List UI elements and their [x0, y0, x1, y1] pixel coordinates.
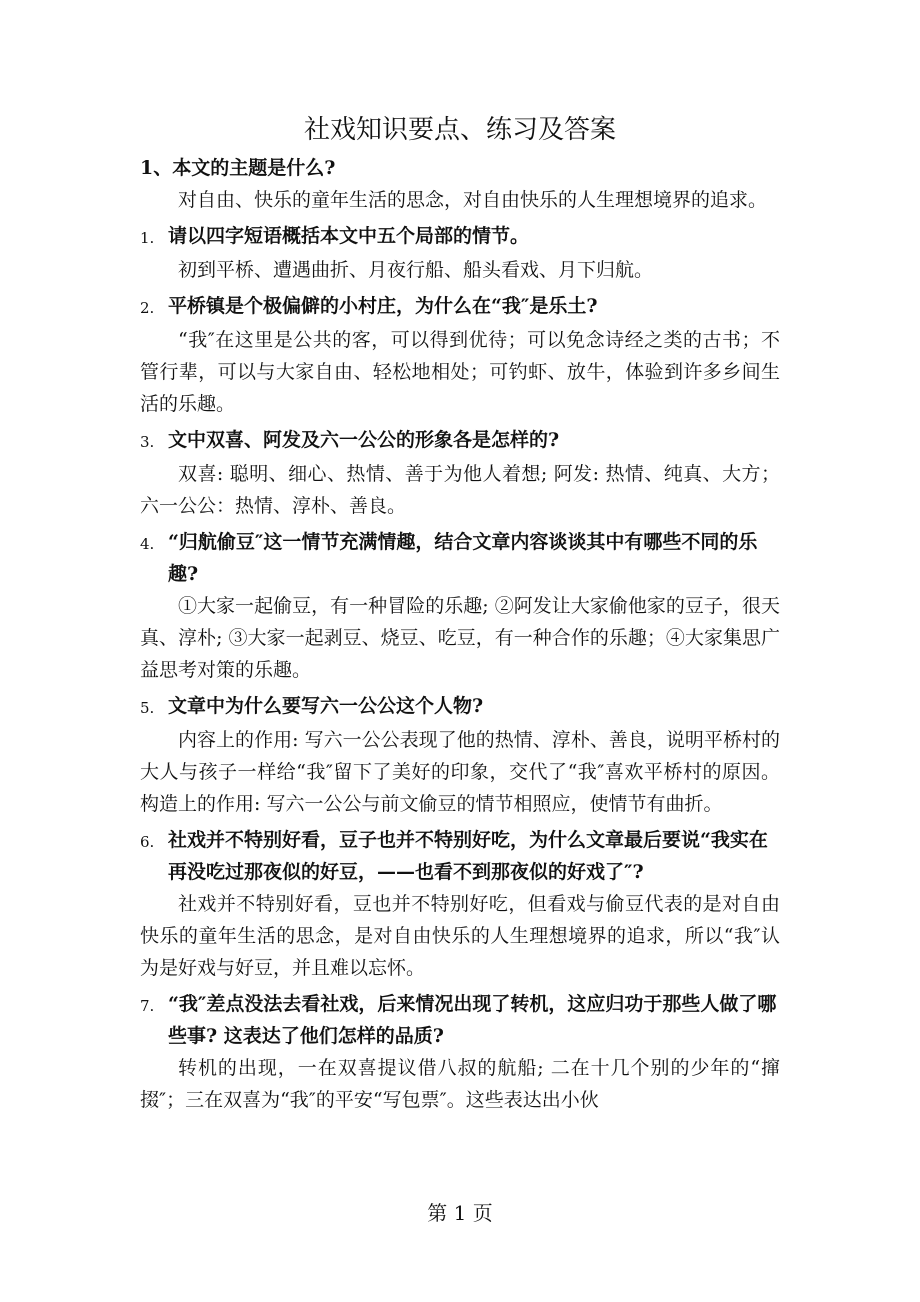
question	[140, 526, 780, 590]
answer-text: ①大家一起偷豆，有一种冒险的乐趣; ②阿发让大家偷他家的豆子，很天真、淳朴; ③大家一起剥豆、烧豆、吃豆，有一种合作的乐趣；④大家集思广益思考对策的乐趣。	[140, 595, 780, 681]
question-text: 平桥镇是个极偏僻的小村庄，为什么在“我″是乐土?	[168, 295, 598, 317]
question	[140, 690, 780, 724]
qa-item-2	[140, 220, 780, 286]
question-text: “归航偷豆″这一情节充满情趣，结合文章内容谈谈其中有哪些不同的乐趣?	[168, 531, 758, 585]
question	[140, 824, 780, 888]
answer-text: 双喜: 聪明、细心、热情、善于为他人着想; 阿发: 热情、纯真、大方；六一公公：热情、淳朴、善良。	[140, 463, 780, 517]
qa-item-1	[140, 152, 780, 216]
answer-text: “我″在这里是公共的客，可以得到优待；可以免念诗经之类的古书；不管行辈，可以与大家自由、轻松地相处；可钓虾、放牛，体验到许多乡间生活的乐趣。	[140, 329, 780, 415]
qa-item-8	[140, 988, 780, 1116]
question-text: 社戏并不特别好看，豆子也并不特别好吃，为什么文章最后要说“我实在再没吃过那夜似的好豆，——也看不到那夜似的好戏了″?	[168, 829, 768, 883]
question	[140, 220, 780, 254]
qa-item-5	[140, 526, 780, 686]
question-number: 1.	[140, 229, 155, 247]
answer-text: 对自由、快乐的童年生活的思念，对自由快乐的人生理想境界的追求。	[178, 189, 768, 211]
question-number: 1、	[140, 157, 173, 179]
question-text: “我″差点没法去看社戏，后来情况出现了转机，这应归功于那些人做了哪些事? 这表达了他们怎样的品质?	[168, 993, 777, 1047]
question-number: 6.	[140, 833, 155, 851]
answer-text: 初到平桥、遭遇曲折、月夜行船、船头看戏、月下归航。	[178, 259, 654, 281]
answer-text: 内容上的作用: 写六一公公表现了他的热情、淳朴、善良，说明平桥村的大人与孩子一样给“我″留下了美好的印象，交代了“我″喜欢平桥村的原因。构造上的作用: 写六一公公与前文偷豆的情节相照应，使情节有曲折。	[140, 729, 780, 815]
qa-item-6	[140, 690, 780, 820]
question-text: 文章中为什么要写六一公公这个人物?	[168, 695, 484, 717]
document-body	[140, 152, 780, 1120]
question-number: 3.	[140, 433, 155, 451]
question	[140, 424, 780, 458]
answer-text: 社戏并不特别好看，豆也并不特别好吃，但看戏与偷豆代表的是对自由快乐的童年生活的思念，是对自由快乐的人生理想境界的追求，所以“我″认为是好戏与好豆，并且难以忘怀。	[140, 893, 781, 979]
question	[140, 290, 780, 324]
qa-item-4	[140, 424, 780, 522]
question-number: 2.	[140, 299, 155, 317]
document-title: 社戏知识要点、练习及答案	[303, 115, 616, 145]
question-number: 5.	[140, 699, 155, 717]
question	[140, 988, 780, 1052]
answer-text: 转机的出现，一在双喜提议借八叔的航船; 二在十几个别的少年的“撺掇″；三在双喜为“我″的平安“写包票″。这些表达出小伙	[140, 1057, 780, 1111]
question-text: 请以四字短语概括本文中五个局部的情节。	[168, 225, 530, 247]
page-number: 第 1 页	[427, 1201, 493, 1225]
question	[140, 152, 780, 184]
question-text: 文中双喜、阿发及六一公公的形象各是怎样的?	[168, 429, 560, 451]
question-number: 4.	[140, 535, 155, 553]
question-text: 本文的主题是什么?	[172, 157, 336, 179]
question-number: 7.	[140, 997, 155, 1015]
qa-item-7	[140, 824, 780, 984]
qa-item-3	[140, 290, 780, 420]
